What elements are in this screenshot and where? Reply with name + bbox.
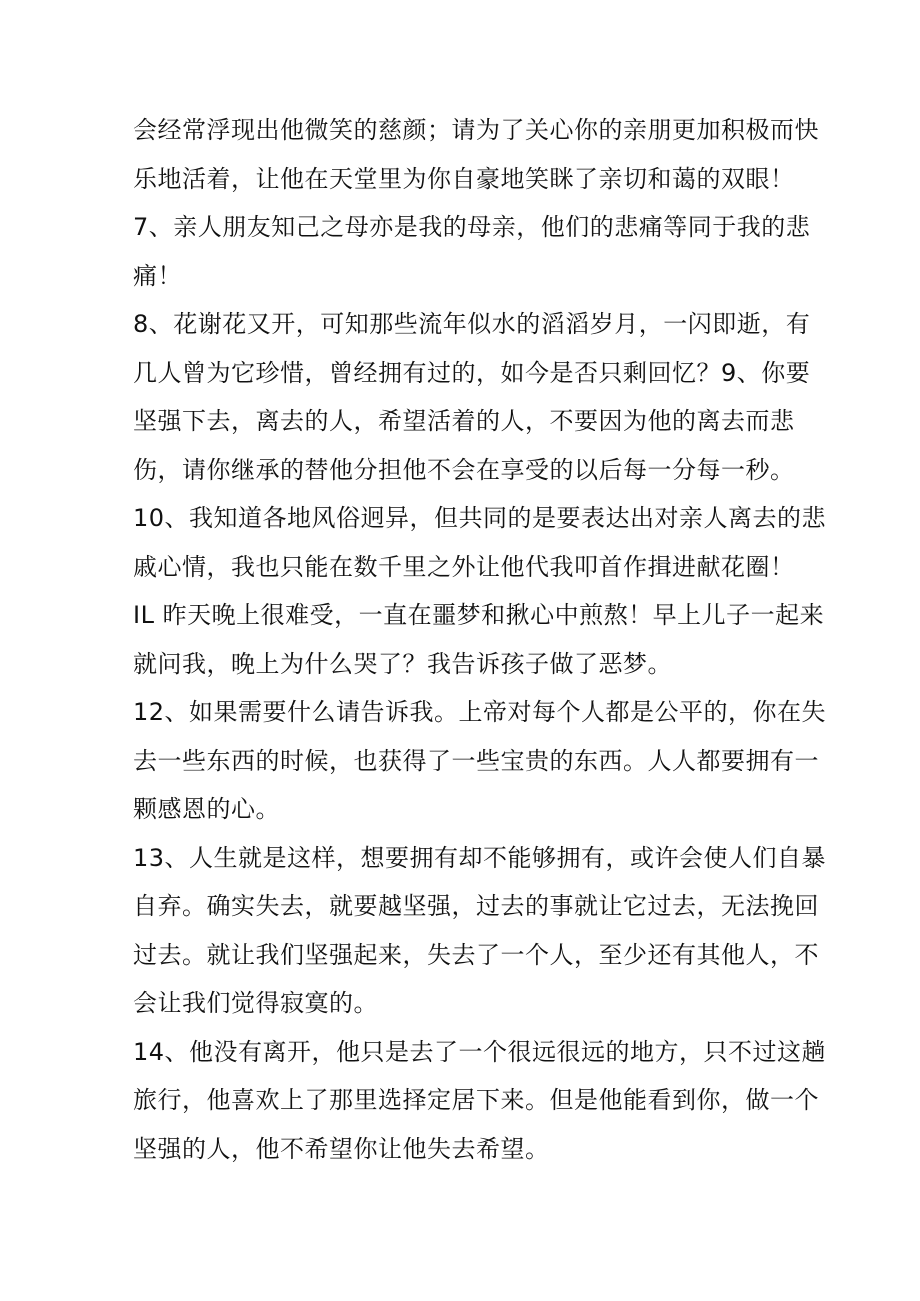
paragraph-8-9 <box>133 300 811 494</box>
document-body <box>133 106 827 1173</box>
text-line: 8、花谢花又开，可知那些流年似水的滔滔岁月，一闪即逝，有 <box>133 310 811 338</box>
text-line: 10、我知道各地风俗迥异，但共同的是要表达出对亲人离去的悲 <box>133 504 827 532</box>
text-line: 坚强下去，离去的人，希望活着的人，不要因为他的离去而悲 <box>133 407 795 435</box>
paragraph-13 <box>133 834 827 1028</box>
text-line: 痛！ <box>133 261 182 290</box>
text-line: 旅行，他喜欢上了那里选择定居下来。但是他能看到你，做一个 <box>133 1086 819 1114</box>
paragraph-7 <box>133 203 811 300</box>
text-line: 乐地活着，让他在天堂里为你自豪地笑眯了亲切和蔼的双眼！ <box>133 164 795 193</box>
text-line: 几人曾为它珍惜，曾经拥有过的，如今是否只剩回忆？9、你要 <box>133 358 811 387</box>
text-line: 会让我们觉得寂寞的。 <box>133 989 378 1017</box>
text-line: 伤，请你继承的替他分担他不会在享受的以后每一分每一秒。 <box>133 455 795 484</box>
paragraph-10 <box>133 494 827 591</box>
text-line: 13、人生就是这样，想要拥有却不能够拥有，或许会使人们自暴 <box>133 843 827 872</box>
text-line: 就问我，晚上为什么哭了？我告诉孩子做了恶梦。 <box>133 649 672 678</box>
text-line: 7、亲人朋友知己之母亦是我的母亲，他们的悲痛等同于我的悲 <box>133 213 811 241</box>
text-line: 会经常浮现出他微笑的慈颜；请为了关心你的亲朋更加积极而快 <box>133 116 819 144</box>
paragraph-12 <box>133 688 827 834</box>
text-line: 自弃。确实失去，就要越坚强，过去的事就让它过去，无法挽回 <box>133 892 819 920</box>
text-line: 过去。就让我们坚强起来，失去了一个人，至少还有其他人，不 <box>133 940 819 969</box>
text-line: 颗感恩的心。 <box>133 795 280 823</box>
paragraph-14 <box>133 1028 827 1174</box>
text-line: 12、如果需要什么请告诉我。上帝对每个人都是公平的，你在失 <box>133 698 827 726</box>
text-line: 去一些东西的时候，也获得了一些宝贵的东西。人人都要拥有一 <box>133 746 819 775</box>
text-line: IL 昨天晚上很难受，一直在噩梦和揪心中煎熬！早上儿子一起来 <box>133 601 825 629</box>
text-line: 14、他没有离开，他只是去了一个很远很远的地方，只不过这趟 <box>133 1037 827 1066</box>
paragraph-continuation <box>133 106 819 203</box>
text-line: 戚心情，我也只能在数千里之外让他代我叩首作揖进献花圈！ <box>133 552 795 581</box>
paragraph-11 <box>133 591 825 688</box>
text-line: 坚强的人，他不希望你让他失去希望。 <box>133 1134 550 1163</box>
